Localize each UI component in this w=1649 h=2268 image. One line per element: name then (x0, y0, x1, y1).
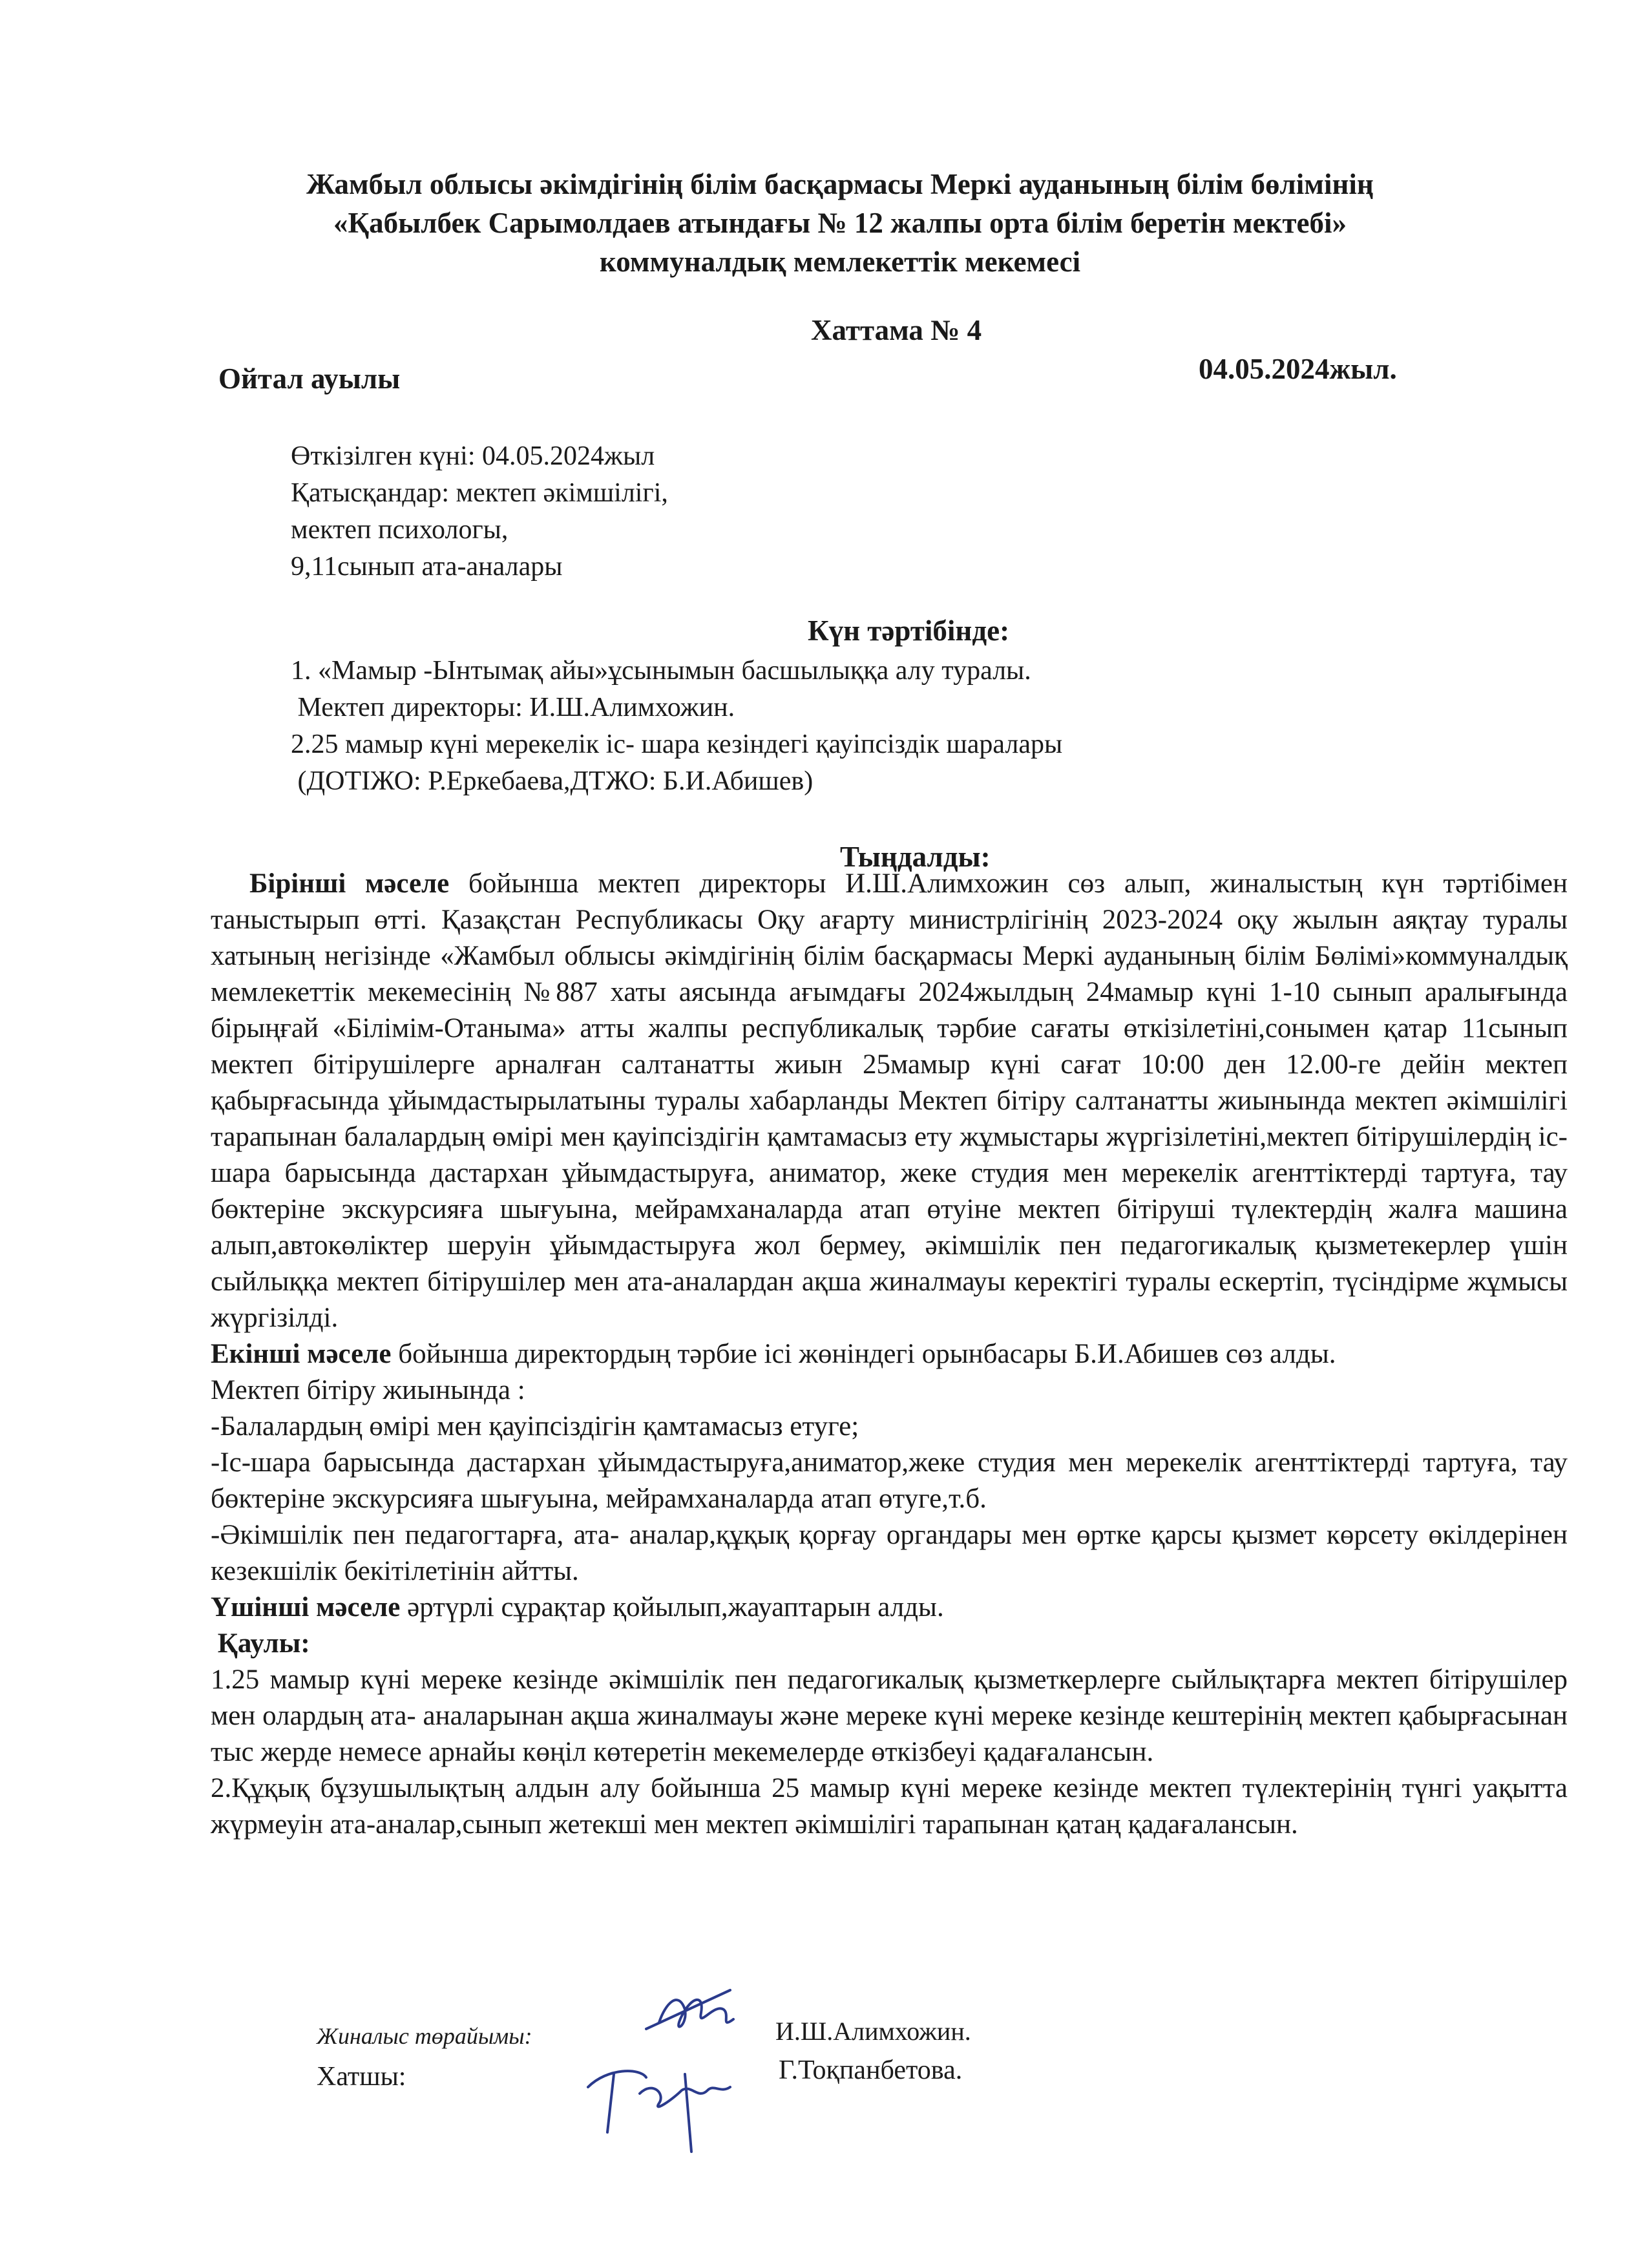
header-line-2: «Қабылбек Сарымолдаев атындағы № 12 жалпы орта білім беретін мектебі» (333, 207, 1347, 239)
issue-2-point-1: -Балалардың өмірі мен қауіпсіздігін қамтамасыз етуге; (211, 1411, 859, 1442)
minutes-body (211, 866, 1568, 1843)
issue-3-label: Үшінші мәселе (211, 1592, 401, 1622)
chair-name: И.Ш.Алимхожин. (775, 2017, 971, 2046)
protocol-date: 04.05.2024жыл. (1199, 353, 1397, 385)
issue-2-paragraph (211, 1336, 1568, 1372)
agenda-item-1-speaker: Мектеп директоры: И.Ш.Алимхожин. (291, 693, 735, 722)
secretary-label: Хатшы: (317, 2062, 406, 2092)
protocol-title: Хаттама № 4 (811, 314, 982, 346)
agenda-item-2-speakers: (ДОТІЖО: Р.Еркебаева,ДТЖО: Б.И.Абишев) (291, 766, 814, 796)
issue-2-label: Екінші мәселе (211, 1339, 392, 1369)
secretary-signature-mark (588, 2071, 730, 2152)
handwritten-signatures (569, 1964, 801, 2158)
secretary-name: Г.Тоқпанбетова. (779, 2055, 963, 2085)
participants-line-1: Қатысқандар: мектеп әкімшілігі, (291, 478, 668, 508)
participants-line-3: 9,11сынып ата-аналары (291, 552, 563, 582)
document-header (194, 165, 1486, 281)
issue-2-intro: Мектеп бітіру жиынында : (211, 1375, 525, 1405)
issue-1-text: бойынша мектеп директоры И.Ш.Алимхожин сөз алып, жиналыстың күн тәртібімен таныстырып өтті. Қазақстан Республикасы Оқу ағарту министрлігінің 2023-2024 оқу жылын аяқтау туралы хатының негізінде «Жамбыл облысы әкімдігінің білім басқармасы Меркі ауданының білім Бөлімі»коммуналдық мемлекеттік мекемесінің №887 хаты аясында ағымдағы 2024жылдың 24мамыр күні 1-10 сынып аралығында бірыңғай «Білімім-Отаныма» атты жалпы республикалық тәрбие сағаты өткізілетіні,сонымен қатар 11сынып мектеп бітірушілерге арналған салтанатты жиын 25мамыр күні сағат 10:00 ден 12.00-ге дейін мектеп қабырғасында ұйымдастырылатыны туралы хабарланды Мектеп бітіру салтанатты жиынында мектеп әкімшілігі тарапынан балалардың өмірі мен қауіпсіздігін қамтамасыз ету жұмыстары жүргізілетіні,мектеп бітірушілердің іс- шара барысында дастархан ұйымдастыруға, аниматор, жеке студия мен мерекелік агенттіктерді тартуға, тау бөктеріне экскурсияға шығуына, мейрамханаларда атап өтуіне мектеп бітіруші түлектердің жалға машина алып,автокөліктер шеруін ұйымдастыруға жол бермеу, әкімшілік пен педагогикалық қызметекерлер үшін сыйлыққа мектеп бітірушілер мен ата-аналардан ақша жиналмауы керектігі туралы ескертіп, түсіндірме жұмысы жүргізілді. (211, 868, 1568, 1333)
participants-line-2: мектеп психологы, (291, 515, 509, 545)
agenda-title: Күн тәртібінде: (808, 614, 1010, 647)
issue-2-text: бойынша директордың тәрбие ісі жөніндегі орынбасары Б.И.Абишев сөз алды. (391, 1339, 1336, 1369)
chair-signature-mark (646, 1990, 733, 2029)
agenda-list (291, 653, 1062, 800)
resolution-item-2: 2.Құқық бұзушылықтың алдын алу бойынша 25 мамыр күні мереке кезінде мектеп түлектерінің түнгі уақытта жүрмеуін ата-аналар,сынып жетекші мен мектеп әкімшілігі тарапынан қатаң қадағалансын. (211, 1773, 1568, 1840)
meeting-meta (291, 438, 668, 585)
chair-label: Жиналыс төрайымы: (317, 2023, 532, 2049)
issue-2-point-2: -Іс-шара барысында дастархан ұйымдастыруға,аниматор,жеке студия мен мерекелік агенттіктерді тартуға, тау бөктеріне экскурсияға шығуына, мейрамханаларда атап өтуге,т.б. (211, 1447, 1568, 1514)
header-line-1: Жамбыл облысы әкімдігінің білім басқармасы Меркі ауданының білім бөлімінің (306, 168, 1374, 200)
village-name: Ойтал ауылы (218, 362, 401, 395)
issue-3-paragraph (211, 1590, 1568, 1626)
issue-2-point-3: -Әкімшілік пен педагогтарға, ата- аналар,құқық қорғау органдары мен өртке қарсы қызмет көрсету өкілдерінен кезекшілік бекітілетінін айтты. (211, 1520, 1568, 1586)
issue-1-paragraph (211, 866, 1568, 1336)
resolution-item-1: 1.25 мамыр күні мереке кезінде әкімшілік пен педагогикалық қызметкерлерге сыйлықтарға мектеп бітірушілер мен олардың ата- аналарынан ақша жиналмауы және мереке күні мереке кезінде кештерінің мектеп қабырғасынан тыс жерде немесе арнайы көңіл көтеретін мекемелерде өткізбеуі қадағалансын. (211, 1664, 1568, 1767)
issue-3-text: әртүрлі сұрақтар қойылып,жауаптарын алды. (400, 1592, 944, 1622)
issue-1-label: Бірінші мәселе (249, 868, 450, 899)
held-date: Өткізілген күні: 04.05.2024жыл (291, 441, 655, 471)
resolution-title: Қаулы: (211, 1628, 310, 1659)
agenda-item-2: 2.25 мамыр күні мерекелік іс- шара кезіндегі қауіпсіздік шаралары (291, 730, 1063, 759)
heard-title: Тыңдалды: (840, 841, 991, 873)
header-line-3: коммуналдық мемлекеттік мекемесі (599, 246, 1081, 278)
agenda-item-1: 1. «Мамыр -Ынтымақ айы»ұсынымын басшылыққа алу туралы. (291, 656, 1031, 686)
